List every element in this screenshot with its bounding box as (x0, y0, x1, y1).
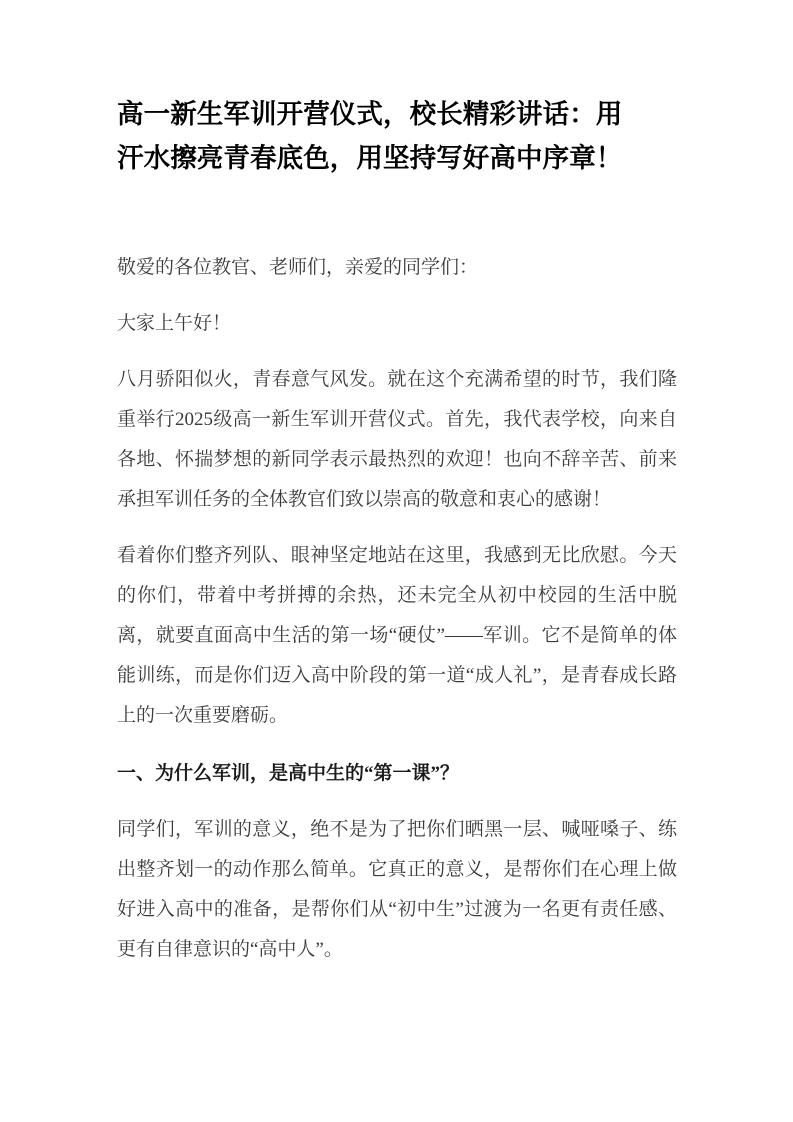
page-title-line-2: 汗水擦亮青春底色，用坚持写好高中序章！ (117, 143, 623, 173)
paragraph-salutation: 敬爱的各位教官、老师们，亲爱的同学们： (117, 257, 479, 278)
paragraph-opening: 八月骄阳似火，青春意气风发。就在这个充满希望的时节，我们隆重举行2025级高一新生军训开营仪式。首先，我代表学校，向来自各地、怀揣梦想的新同学表示最热烈的欢迎！也向不辞辛苦、前来承担军训任务的全体教官们致以崇高的敬意和衷心的感谢！ (117, 369, 677, 510)
page-title-line-1: 高一新生军训开营仪式，校长精彩讲话：用 (117, 99, 623, 129)
paragraph-encouragement: 看着你们整齐列队、眼神坚定地站在这里，我感到无比欣慰。今天的你们，带着中考拼搏的余热，还未完全从初中校园的生活中脱离，就要直面高中生活的第一场“硬仗”——军训。它不是简单的体能训练，而是你们迈入高中阶段的第一道“成人礼”，是青春成长路上的一次重要磨砺。 (117, 545, 677, 726)
paragraph-greeting: 大家上午好！ (117, 313, 232, 334)
section-heading-one: 一、为什么军训，是高中生的“第一课”？ (117, 763, 460, 784)
page-title (117, 92, 677, 180)
document-content (117, 92, 677, 986)
document-body (117, 248, 677, 970)
paragraph-section-one-body: 同学们，军训的意义，绝不是为了把你们晒黑一层、喊哑嗓子、练出整齐划一的动作那么简单。它真正的意义，是帮你们在心理上做好进入高中的准备，是帮你们从“初中生”过渡为一名更有责任感、更有自律意识的“高中人”。 (117, 819, 677, 960)
